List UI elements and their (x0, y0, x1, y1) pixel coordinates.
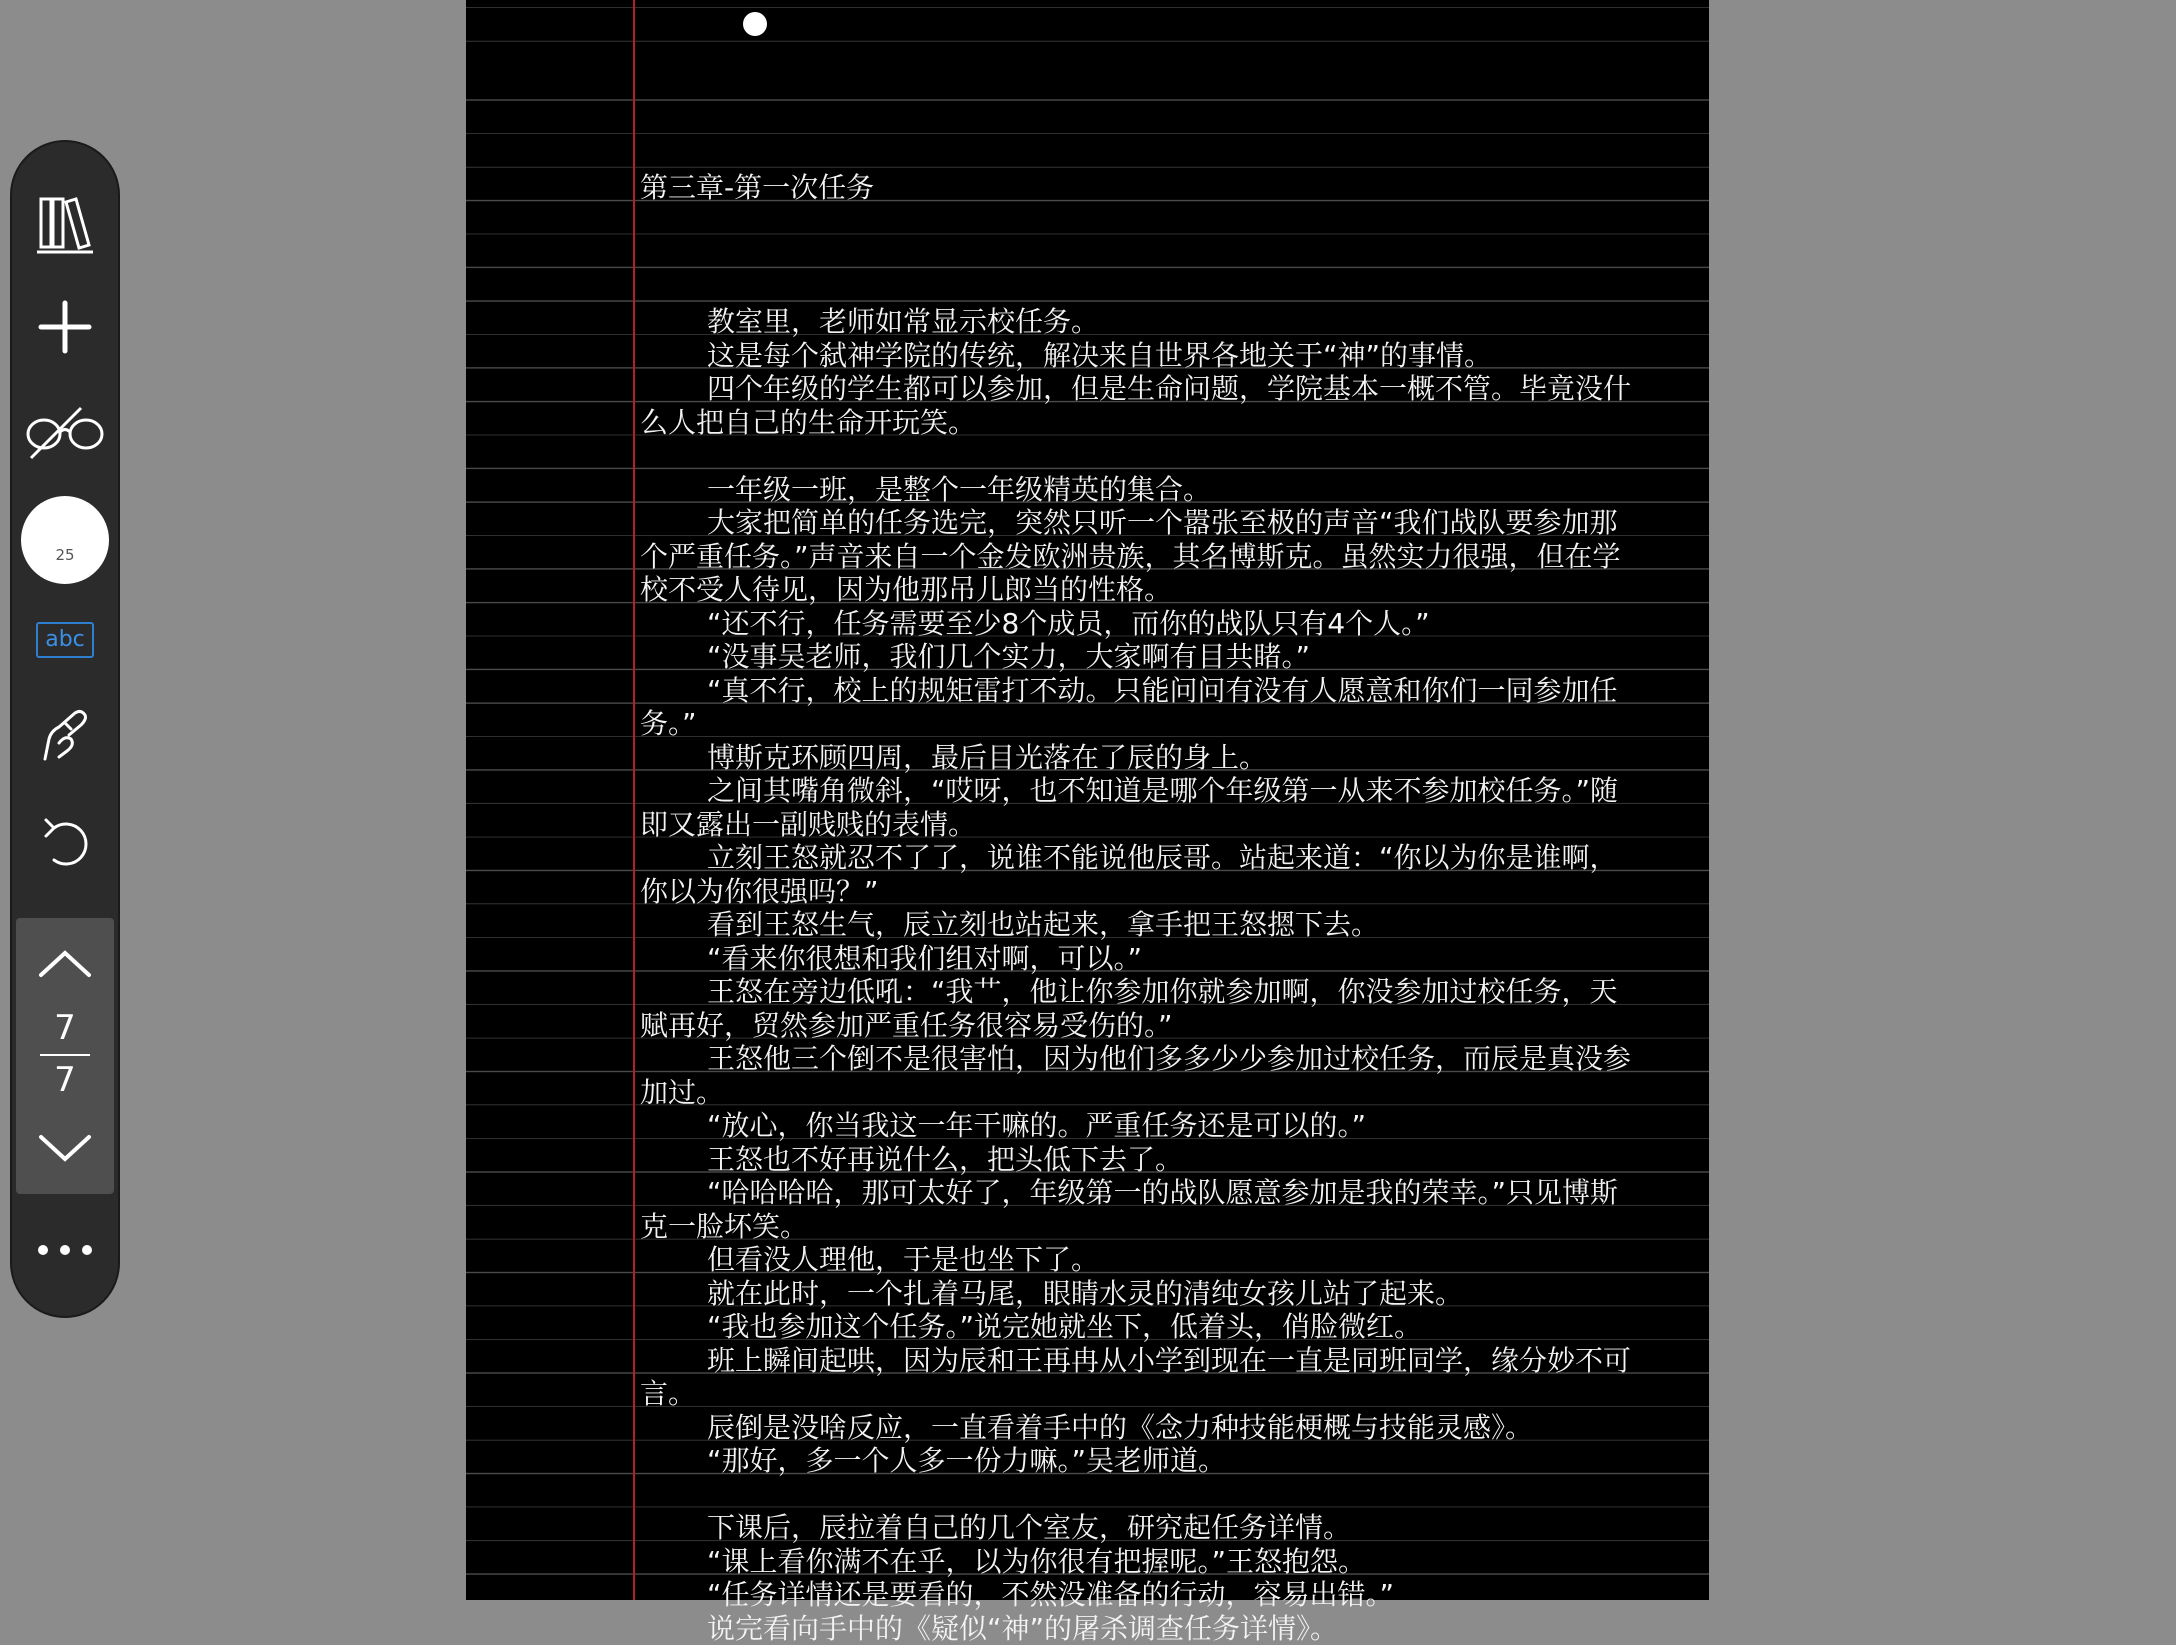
page-fraction-divider (40, 1054, 90, 1056)
document-paragraph: 教室里，老师如常显示校任务。 (640, 305, 1640, 339)
document-paragraph: 之间其嘴角微斜，“哎呀，也不知道是哪个年级第一从来不参加校任务。”随即又露出一副贱贱的表情。 (640, 774, 1640, 841)
ellipsis-icon (35, 1242, 95, 1258)
previous-page-button[interactable] (16, 928, 114, 998)
blank-line (640, 439, 1640, 473)
document-paragraph: 辰倒是没啥反应，一直看着手中的《念力种技能梗概与技能灵感》。 (640, 1411, 1640, 1445)
add-button[interactable] (12, 282, 118, 372)
document-paragraph: “哈哈哈哈，那可太好了，年级第一的战队愿意参加是我的荣幸。”只见博斯克一脸坏笑。 (640, 1176, 1640, 1243)
document-paragraph: “任务详情还是要看的，不然没准备的行动，容易出错。” (640, 1578, 1640, 1612)
document-paragraph: 这是每个弑神学院的传统，解决来自世界各地关于“神”的事情。 (640, 339, 1640, 373)
document-paragraph: “看来你很想和我们组对啊，可以。” (640, 942, 1640, 976)
next-page-button[interactable] (16, 1114, 114, 1184)
document-title: 第三章-第一次任务 (640, 171, 1640, 205)
document-paragraph: 班上瞬间起哄，因为辰和王再冉从小学到现在一直是同班同学，缘分妙不可言。 (640, 1344, 1640, 1411)
abc-icon: abc (36, 622, 94, 658)
document-paragraph: “课上看你满不在乎，以为你很有把握呢。”王怒抱怨。 (640, 1545, 1640, 1579)
document-paragraph: 王怒也不好再说什么，把头低下去了。 (640, 1143, 1640, 1177)
document-paragraph: 四个年级的学生都可以参加，但是生命问题，学院基本一概不管。毕竟没什么人把自己的生命开玩笑。 (640, 372, 1640, 439)
pen-size-indicator (21, 496, 109, 584)
document-paragraph: “还不行，任务需要至少8个成员，而你的战队只有4个人。” (640, 607, 1640, 641)
pen-size-value: 25 (21, 546, 109, 564)
pen-cursor-dot (743, 12, 767, 36)
chevron-up-icon (37, 947, 93, 979)
document-paragraph: 王怒他三个倒不是很害怕，因为他们多多少少参加过校任务，而辰是真没参加过。 (640, 1042, 1640, 1109)
document-paragraph: 看到王怒生气，辰立刻也站起来，拿手把王怒摁下去。 (640, 908, 1640, 942)
document-paragraph: 一年级一班，是整个一年级精英的集合。 (640, 473, 1640, 507)
plus-icon (37, 299, 93, 355)
undo-icon (40, 814, 90, 870)
glasses-icon (23, 402, 107, 462)
document-paragraph: 王怒在旁边低吼：“我艹，他让你参加你就参加啊，你没参加过校任务，天赋再好，贸然参加严重任务很容易受伤的。” (640, 975, 1640, 1042)
side-toolbar (10, 140, 120, 1318)
books-icon (35, 193, 95, 257)
document-paragraph: “我也参加这个任务。”说完她就坐下，低着头，俏脸微红。 (640, 1310, 1640, 1344)
draw-tool-button[interactable] (12, 690, 118, 780)
view-mode-button[interactable] (12, 387, 118, 477)
page-navigator (16, 918, 114, 1194)
document-text[interactable] (640, 104, 1640, 1645)
more-options-button[interactable] (12, 1210, 118, 1290)
chevron-down-icon (37, 1133, 93, 1165)
document-paragraph: 博斯克环顾四周，最后目光落在了辰的身上。 (640, 741, 1640, 775)
document-paragraph: 就在此时，一个扎着马尾，眼睛水灵的清纯女孩儿站了起来。 (640, 1277, 1640, 1311)
document-paragraph: 说完看向手中的《疑似“神”的屠杀调查任务详情》。 (640, 1612, 1640, 1645)
current-page-number: 7 (16, 1008, 114, 1048)
notebook-page[interactable] (466, 0, 1709, 1600)
document-paragraph: “那好，多一个人多一份力嘛。”吴老师道。 (640, 1444, 1640, 1478)
text-tool-button[interactable] (12, 610, 118, 670)
undo-button[interactable] (12, 797, 118, 887)
library-button[interactable] (12, 180, 118, 270)
document-paragraph: “真不行，校上的规矩雷打不动。只能问问有没有人愿意和你们一同参加任务。” (640, 674, 1640, 741)
document-paragraph: 大家把简单的任务选完，突然只听一个嚣张至极的声音“我们战队要参加那个严重任务。”声音来自一个金发欧洲贵族，其名博斯克。虽然实力很强，但在学校不受人待见，因为他那吊儿郎当的性格。 (640, 506, 1640, 607)
page-margin-line (633, 0, 635, 1600)
blank-line (640, 1478, 1640, 1512)
total-page-number: 7 (16, 1060, 114, 1100)
document-paragraph: “放心，你当我这一年干嘛的。严重任务还是可以的。” (640, 1109, 1640, 1143)
hand-pen-icon (35, 705, 95, 765)
document-paragraph: 下课后，辰拉着自己的几个室友，研究起任务详情。 (640, 1511, 1640, 1545)
document-paragraph: “没事吴老师，我们几个实力，大家啊有目共睹。” (640, 640, 1640, 674)
pen-size-button[interactable] (12, 492, 118, 588)
document-paragraph: 但看没人理他，于是也坐下了。 (640, 1243, 1640, 1277)
document-paragraph: 立刻王怒就忍不了了，说谁不能说他辰哥。站起来道：“你以为你是谁啊，你以为你很强吗？” (640, 841, 1640, 908)
blank-line (640, 272, 1640, 306)
